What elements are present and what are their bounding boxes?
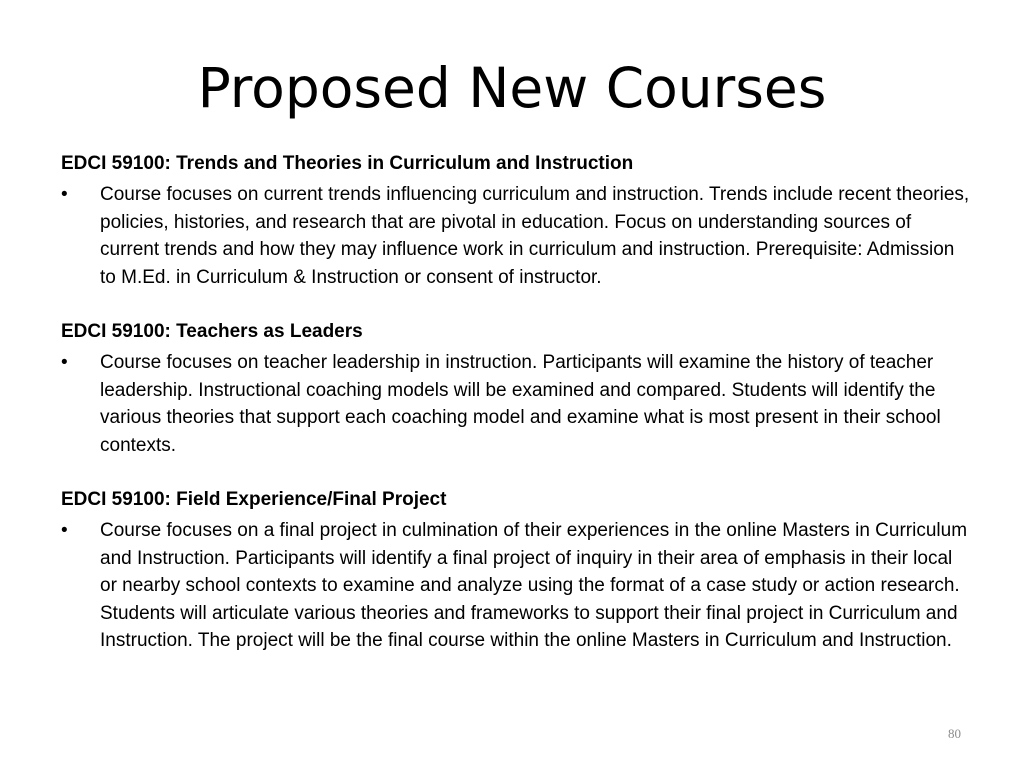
course-item [61, 486, 971, 654]
course-description: Course focuses on teacher leadership in instruction. Participants will examine the history of teacher leadership. Instructional coaching models will be examined and compared. Students will identify the various theories that support each coaching model and examine what is most present in their school contexts. [100, 352, 941, 456]
course-heading: EDCI 59100: Field Experience/Final Project [61, 489, 447, 511]
course-bullet [61, 517, 971, 654]
course-description: Course focuses on current trends influencing curriculum and instruction. Trends include recent theories, policies, histories, and research that are pivotal in education. Focus on understanding sources of current trends and how they may influence work in curriculum and instruction. Prerequisite: Admission to M.Ed. in Curriculum & Instruction or consent of instructor. [100, 184, 970, 288]
course-item [61, 318, 971, 459]
bullet-icon: • [61, 520, 68, 542]
course-list [61, 150, 971, 655]
course-heading: EDCI 59100: Teachers as Leaders [61, 321, 363, 343]
course-item [61, 150, 971, 291]
bullet-icon: • [61, 352, 68, 374]
course-description: Course focuses on a final project in culmination of their experiences in the online Masters in Curriculum and Instruction. Participants will identify a final project of inquiry in their area of emphasis in their local or nearby school contexts to examine and analyze using the format of a case study or action research. Students will articulate various theories and frameworks to support their final project in Curriculum and Instruction. The project will be the final course within the online Masters in Curriculum and Instruction. [100, 520, 968, 652]
course-bullet [61, 349, 971, 459]
course-heading: EDCI 59100: Trends and Theories in Curriculum and Instruction [61, 153, 634, 174]
page-number: 80 [948, 726, 961, 741]
bullet-icon: • [61, 184, 68, 206]
slide-title: Proposed New Courses [197, 56, 827, 120]
course-bullet [61, 181, 971, 291]
